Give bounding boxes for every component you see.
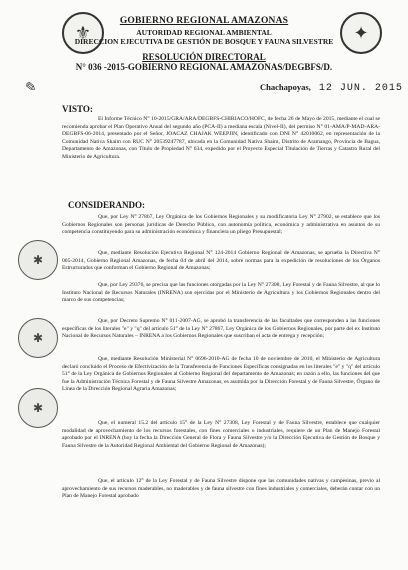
regional-emblem-seal: ✦ bbox=[340, 12, 382, 54]
visto-paragraph bbox=[62, 116, 380, 162]
resolution-number: N° 036 -2015-GOBIERNO REGIONAL AMAZONAS/DEGBFS/D. bbox=[75, 62, 333, 72]
handwritten-initial-icon: ✎ bbox=[22, 78, 38, 98]
paragraph-text: Que, mediante Resolución Ejecutiva Regional N° 124-2014 Gobierno Regional de Amazonas, se aprueba la Directiva N° 005-2014, Gobierno Regional Amazonas, de fecha 04 de abril del 2014, sobre normas para la expedición de resoluciones de los Órganos Estructurados que conforman el Gobierno Regional de Amazonas; bbox=[62, 250, 380, 272]
place: Chachapoyas, bbox=[260, 82, 311, 92]
considerando-paragraph bbox=[62, 478, 380, 501]
place-date-line bbox=[260, 82, 403, 94]
considerando-paragraph bbox=[62, 356, 380, 394]
visto-text: El Informe Técnico N° 10-2015/GRA/ARA/DEGBFS-CHIRIACO/HOFC, de fecha 26 de Mayo de 2015, mediante el cual se recomienda aprobar el Plan Operativo Anual del segundo año (PCA-II) a mediana escala (Nivel-II), del permiso N° 01-AMA/P-MAD-ARA-DEGBFS-06-2014, presentado por el Señor, JOACAZ CHAJAK WEEPJIN, identificado con DNI N° 42010062, en representación de la Comunidad Nativa Shaim con RUC N° 20539247787, ubicada en la Comunidad Nativa Shaim, Distrito de Aramango, Provincia de Bagua, Departamento de Amazonas, con Título de Propiedad N° 634, expedido por el Proyecto Especial Titulación de Tierras y Catastro Rural del Ministerio de Agricultura. bbox=[62, 116, 380, 160]
directorate-name: DIRECCION EJECUTIVA DE GESTIÓN DE BOSQUE Y FAUNA SILVESTRE bbox=[74, 37, 334, 46]
peru-coat-of-arms-seal: ⚜ bbox=[62, 12, 104, 54]
paragraph-text: Que, por Ley 29376, se precisa que las funciones otorgadas por la Ley N° 27308, Ley Forestal y de Fauna Silvestre, al que lo Instituto Nacional de Recursos Naturales (INRENA) son ejercidas por el Ministerio de Agricultura y los Gobiernos Regionales dentro del marco de sus competencias; bbox=[62, 282, 380, 304]
considerando-paragraph bbox=[62, 282, 380, 305]
considerando-paragraph bbox=[62, 250, 380, 273]
official-stamp-icon: ✱ bbox=[18, 388, 58, 428]
considerando-heading: CONSIDERANDO: bbox=[68, 200, 146, 210]
paragraph-text: Que, por Decreto Supremo N° 011-2007-AG, se aprobó la transferencia de las facultades que corresponden a las funciones específicas de los literales "e" y "q" del artículo 51° de la Ley N° 27867, Ley Orgánica de los Gobiernos Regionales, por parte del ex Instituto Nacional de Recursos Naturales – INRENA a los Gobiernos Regionales que suscriban el acta de entrega y recepción; bbox=[62, 318, 380, 340]
organization-subtitle: AUTORIDAD REGIONAL AMBIENTAL bbox=[136, 28, 272, 37]
resolution-title: RESOLUCIÓN DIRECTORAL bbox=[142, 52, 266, 62]
considerando-paragraph bbox=[62, 318, 380, 341]
visto-heading: VISTO: bbox=[62, 104, 93, 114]
considerando-paragraph bbox=[62, 420, 380, 450]
organization-title: GOBIERNO REGIONAL AMAZONAS bbox=[119, 16, 289, 26]
official-stamp-icon: ✱ bbox=[18, 240, 58, 280]
date-stamp: 12 JUN. 2015 bbox=[318, 83, 403, 94]
paragraph-text: Que, el artículo 12° de la Ley Forestal y de Fauna Silvestre dispone que las comunidades nativas y campesinas, previo al aprovechamiento de sus recursos maderables, no maderables y de fauna silvestre con fines industriales y comerciales, deberán contar con un Plan de Manejo Forestal aprobado bbox=[62, 478, 380, 500]
considerando-paragraph bbox=[62, 214, 380, 237]
official-stamp-icon: ✱ bbox=[18, 318, 58, 358]
paragraph-text: Que, el numeral 15.2 del artículo 15° de la Ley N° 27308, Ley Forestal y de Fauna Silvestre, establece que cualquier modalidad de aprovechamiento de los recursos forestales, con fines comerciales o industriales, requiere de un Plan de Manejo Forestal aprobado por el INRENA (hoy la fecha la Dirección General de Flora y Fauna Silvestre y/o la Dirección Ejecutiva de Gestión de Bosque y Fauna Silvestre de la Autoridad Regional Ambiental del Gobierno Regional de Amazonas); bbox=[62, 420, 380, 449]
paragraph-text: Que, por Ley N° 27867, Ley Orgánica de los Gobiernos Regionales y su modificatoria Ley N° 27902, se establece que los Gobiernos Regionales son personas jurídicas de Derecho Público, con autonomía política, económica y administrativa en asuntos de su competencia constituyendo para su administración económica y financiera un pliego Presupuestal; bbox=[62, 214, 380, 236]
paragraph-text: Que, mediante Resolución Ministerial N° 0696-2010-AG de fecha 10 de noviembre de 2010, el Ministerio de Agricultura declaró concluido el Proceso de Efectivización de la Transferencia de Funciones Específicas consignadas en los literales "e" y "q" del artículo 51° de la Ley Orgánica de Gobiernos Regionales al Gobierno Regional del departamento de Amazonas; en razón a ello, las funciones del que fue la Administración Técnica Forestal y de Fauna Silvestre Amazonas, es asumida por la Dirección Forestal y de Fauna Silvestre, Órgano de Línea de la Dirección Regional Agraria Amazonas; bbox=[62, 356, 380, 393]
